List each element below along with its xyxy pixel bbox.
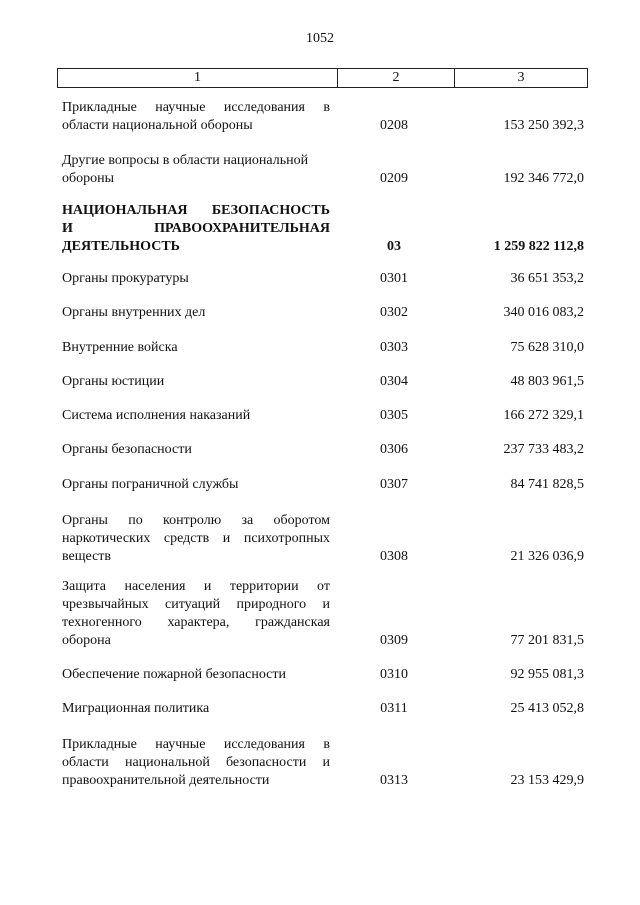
row-amount: 153 250 392,3	[503, 118, 584, 133]
row-name	[62, 202, 330, 256]
row-name	[62, 407, 330, 425]
header-col-1: 1	[58, 69, 338, 87]
row-amount: 48 803 961,5	[510, 374, 584, 389]
row-code: 0313	[380, 773, 408, 788]
page-number: 1052	[306, 31, 334, 46]
row-name-line: правоохранительной деятельности	[62, 773, 270, 788]
row-amount: 84 741 828,5	[510, 477, 584, 492]
row-amount: 192 346 772,0	[503, 171, 584, 186]
row-name-line: Миграционная политика	[62, 701, 210, 716]
row-name-line: веществ	[62, 549, 112, 564]
row-code: 0305	[380, 408, 408, 423]
row-name-line: Органы юстиции	[62, 374, 165, 389]
row-amount: 166 272 329,1	[503, 408, 584, 423]
row-name	[62, 476, 330, 494]
row-name	[62, 304, 330, 322]
header-col-3: 3	[517, 70, 525, 85]
row-name-line: оборона	[62, 633, 111, 648]
row-code: 0302	[380, 305, 408, 320]
row-name-line: Органы пограничной службы	[62, 477, 239, 492]
row-amount: 36 651 353,2	[510, 271, 584, 286]
row-name-line: Внутренние войска	[62, 340, 178, 355]
row-code: 0306	[380, 442, 408, 457]
row-name-line: области национальной безопасности и	[62, 755, 330, 770]
row-name-line: области национальной обороны	[62, 118, 253, 133]
row-amount: 21 326 036,9	[510, 549, 584, 564]
row-name-line: НАЦИОНАЛЬНАЯ БЕЗОПАСНОСТЬ	[62, 203, 330, 218]
row-name-line: Органы по контролю за оборотом	[62, 513, 330, 528]
row-name-line: обороны	[62, 171, 115, 186]
row-name	[62, 578, 330, 650]
row-code: 0301	[380, 271, 408, 286]
row-name-line: Другие вопросы в области национальной	[62, 153, 309, 168]
row-name-line: Органы прокуратуры	[62, 271, 189, 286]
table-header	[57, 68, 588, 88]
row-amount: 1 259 822 112,8	[493, 239, 584, 254]
row-name	[62, 152, 330, 188]
row-code: 0310	[380, 667, 408, 682]
row-name-line: Прикладные научные исследования в	[62, 737, 330, 752]
row-amount: 75 628 310,0	[510, 340, 584, 355]
row-amount: 237 733 483,2	[503, 442, 584, 457]
row-name-line: Органы внутренних дел	[62, 305, 206, 320]
row-amount: 340 016 083,2	[503, 305, 584, 320]
row-name-line: Прикладные научные исследования в	[62, 100, 330, 115]
row-name-line: Защита населения и территории от	[62, 579, 330, 594]
row-amount: 23 153 429,9	[510, 773, 584, 788]
row-name-line: чрезвычайных ситуаций природного и	[62, 597, 330, 612]
row-name	[62, 99, 330, 135]
row-code: 0209	[380, 171, 408, 186]
row-name-line: И ПРАВООХРАНИТЕЛЬНАЯ	[62, 221, 330, 236]
row-name-line: Органы безопасности	[62, 442, 192, 457]
row-name-line: техногенного характера, гражданская	[62, 615, 330, 630]
row-amount: 25 413 052,8	[510, 701, 584, 716]
row-name-line: Система исполнения наказаний	[62, 408, 251, 423]
header-col-2: 2	[338, 69, 455, 87]
row-code: 0208	[380, 118, 408, 133]
row-amount: 77 201 831,5	[510, 633, 584, 648]
row-name	[62, 512, 330, 566]
row-code: 0309	[380, 633, 408, 648]
row-amount: 92 955 081,3	[510, 667, 584, 682]
row-name	[62, 666, 330, 684]
row-name	[62, 373, 330, 391]
row-code: 03	[387, 239, 401, 254]
row-code: 0307	[380, 477, 408, 492]
row-name-line: наркотических средств и психотропных	[62, 531, 330, 546]
row-name	[62, 441, 330, 459]
row-code: 0311	[380, 701, 408, 716]
row-name-line: ДЕЯТЕЛЬНОСТЬ	[62, 239, 180, 254]
row-code: 0308	[380, 549, 408, 564]
row-name	[62, 700, 330, 718]
row-name	[62, 339, 330, 357]
row-code: 0304	[380, 374, 408, 389]
row-name	[62, 736, 330, 790]
row-name-line: Обеспечение пожарной безопасности	[62, 667, 287, 682]
row-code: 0303	[380, 340, 408, 355]
row-name	[62, 270, 330, 288]
